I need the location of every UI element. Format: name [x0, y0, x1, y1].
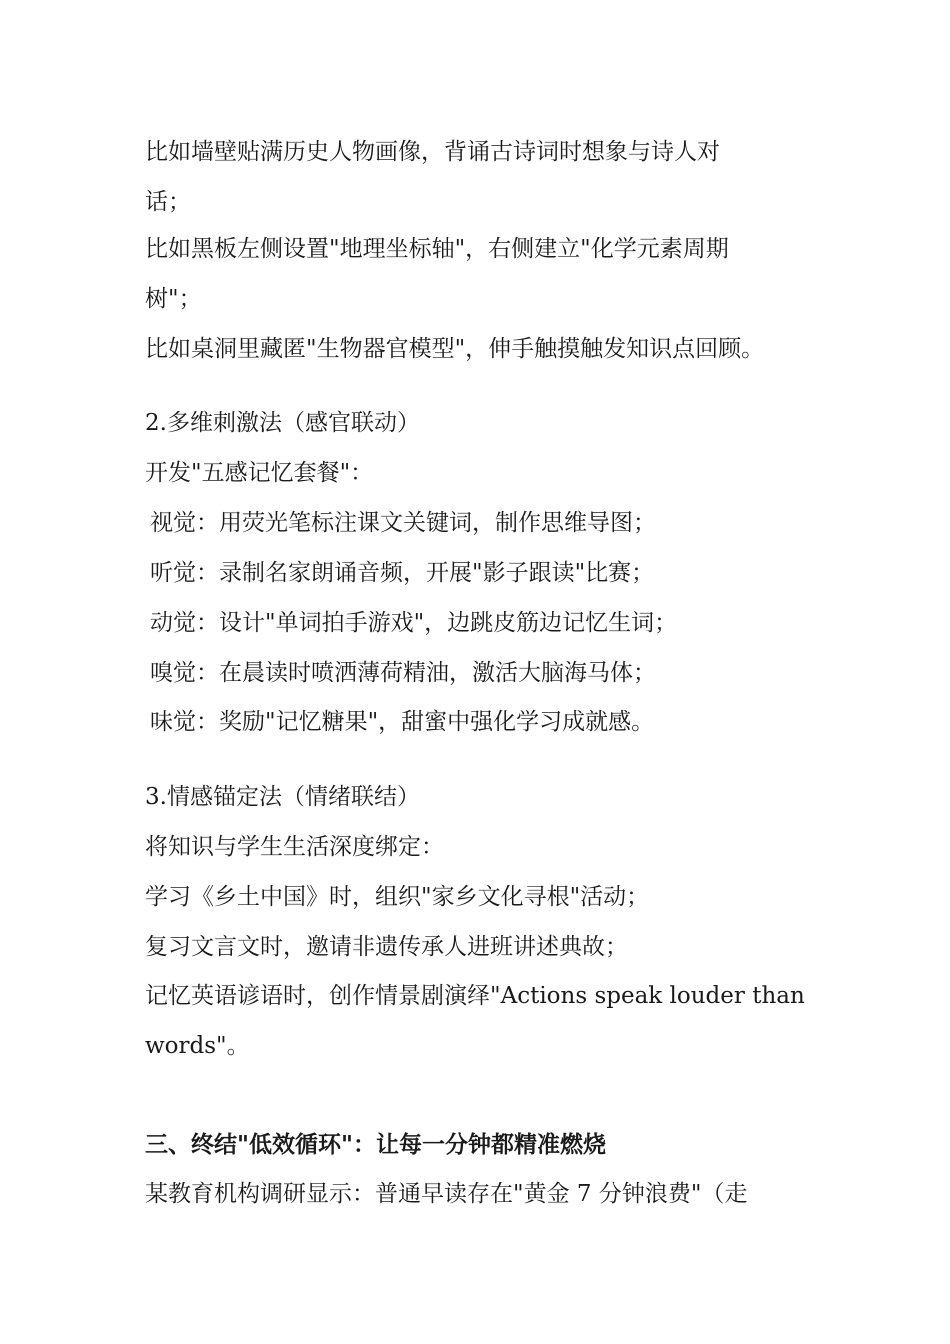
list-item-motion: 动觉：设计"单词拍手游戏"，边跳皮筋边记忆生词；: [150, 610, 678, 636]
paragraph-line: 将知识与学生生活深度绑定：: [145, 834, 444, 860]
paragraph-line: 记忆英语谚语时，创作情景剧演绎"Actions speak louder than: [145, 983, 805, 1009]
paragraph-line: 比如桌洞里藏匿"生物器官模型"，伸手触摸触发知识点回顾。: [145, 336, 765, 362]
list-item-taste: 味觉：奖励"记忆糖果"，甜蜜中强化学习成就感。: [150, 709, 655, 735]
paragraph-line: 话；: [145, 189, 191, 215]
paragraph-line: words"。: [145, 1033, 250, 1059]
subheading-emotional-anchor: 3.情感锚定法（情绪联结）: [145, 784, 420, 810]
list-item-hearing: 听觉：录制名家朗诵音频，开展"影子跟读"比赛；: [150, 560, 655, 586]
paragraph-line: 开发"五感记忆套餐"：: [145, 460, 374, 486]
subheading-multisensory: 2.多维刺激法（感官联动）: [145, 410, 420, 436]
paragraph-line: 树"；: [145, 286, 202, 312]
list-item-smell: 嗅觉：在晨读时喷洒薄荷精油，激活大脑海马体；: [150, 660, 656, 686]
paragraph-line: 比如墙壁贴满历史人物画像，背诵古诗词时想象与诗人对: [145, 139, 720, 165]
paragraph-line: 复习文言文时，邀请非遗传承人进班讲述典故；: [145, 934, 628, 960]
paragraph-line: 比如黑板左侧设置"地理坐标轴"，右侧建立"化学元素周期: [145, 236, 729, 262]
section-heading: 三、终结"低效循环"：让每一分钟都精准燃烧: [145, 1131, 606, 1158]
paragraph-line: 学习《乡土中国》时，组织"家乡文化寻根"活动；: [145, 884, 650, 910]
list-item-sight: 视觉：用荧光笔标注课文关键词，制作思维导图；: [150, 510, 656, 536]
paragraph-line: 某教育机构调研显示：普通早读存在"黄金 7 分钟浪费"（走: [145, 1181, 748, 1207]
